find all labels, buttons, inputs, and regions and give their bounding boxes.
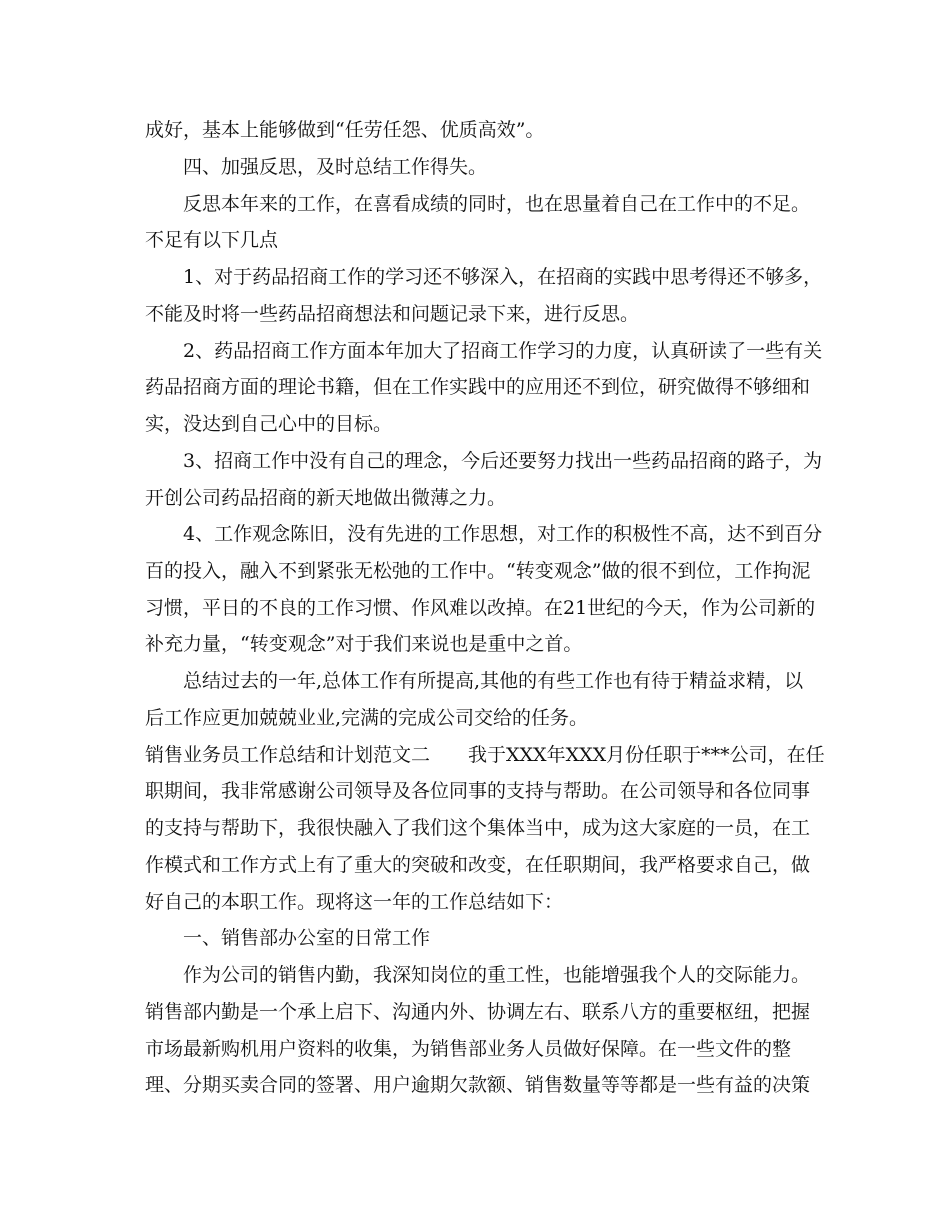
section-heading: 一、销售部办公室的日常工作	[183, 927, 431, 949]
list-item-line: 1、对于药品招商工作的学习还不够深入，在招商的实践中思考得还不够多，	[183, 266, 823, 288]
list-item-line: 习惯，平日的不良的工作习惯、作风难以改掉。在21世纪的今天，作为公司新的	[145, 597, 816, 619]
paragraph-line: 好自己的本职工作。现将这一年的工作总结如下：	[145, 891, 564, 913]
paragraph-line: 的支持与帮助下，我很快融入了我们这个集体当中，成为这大家庭的一员，在工	[145, 817, 811, 839]
paragraph-line: 成好，基本上能够做到“任劳任怨、优质高效”。	[145, 119, 545, 141]
paragraph-line: 市场最新购机用户资料的收集，为销售部业务人员做好保障。在一些文件的整	[145, 1038, 792, 1060]
paragraph-line: 职期间，我非常感谢公司领导及各位同事的支持与帮助。在公司领导和各位同事	[145, 780, 811, 802]
paragraph-line: 反思本年来的工作，在喜看成绩的同时，也在思量着自己在工作中的不足。	[183, 193, 811, 215]
paragraph-line: 销售部内勤是一个承上启下、沟通内外、协调左右、联系八方的重要枢纽，把握	[145, 1001, 811, 1023]
list-item-line: 药品招商方面的理论书籍，但在工作实践中的应用还不到位，研究做得不够细和	[145, 376, 811, 398]
list-item-line: 不能及时将一些药品招商想法和问题记录下来，进行反思。	[145, 303, 640, 325]
paragraph-line: 作为公司的销售内勤，我深知岗位的重工性，也能增强我个人的交际能力。	[183, 964, 811, 986]
list-item-line: 2、药品招商工作方面本年加大了招商工作学习的力度，认真研读了一些有关	[183, 340, 823, 362]
section-heading: 四、加强反思，及时总结工作得失。	[183, 156, 488, 178]
paragraph-line: 作模式和工作方式上有了重大的突破和改变，在任职期间，我严格要求自己，做	[145, 854, 811, 876]
paragraph-line: 不足有以下几点	[145, 229, 279, 251]
list-item-line: 3、招商工作中没有自己的理念，今后还要努力找出一些药品招商的路子，为	[183, 450, 823, 472]
list-item-line: 开创公司药品招商的新天地做出微薄之力。	[145, 487, 507, 509]
paragraph-line: 后工作应更加兢兢业业,完满的完成公司交给的任务。	[145, 707, 589, 729]
list-item-line: 百的投入，融入不到紧张无松弛的工作中。“转变观念”做的很不到位，工作拘泥	[145, 560, 811, 582]
list-item-line: 4、工作观念陈旧，没有先进的工作思想，对工作的积极性不高，达不到百分	[183, 523, 823, 545]
list-item-line: 补充力量，“转变观念”对于我们来说也是重中之首。	[145, 633, 583, 655]
paragraph-line: 理、分期买卖合同的签署、用户逾期欠款额、销售数量等等都是一些有益的决策	[145, 1074, 811, 1096]
paragraph-line: 总结过去的一年,总体工作有所提高,其他的有些工作也有待于精益求精，以	[183, 670, 804, 692]
article-title-line: 销售业务员工作总结和计划范文二 我于XXX年XXX月份任职于***公司，在任	[145, 744, 825, 766]
list-item-line: 实，没达到自己心中的目标。	[145, 413, 393, 435]
